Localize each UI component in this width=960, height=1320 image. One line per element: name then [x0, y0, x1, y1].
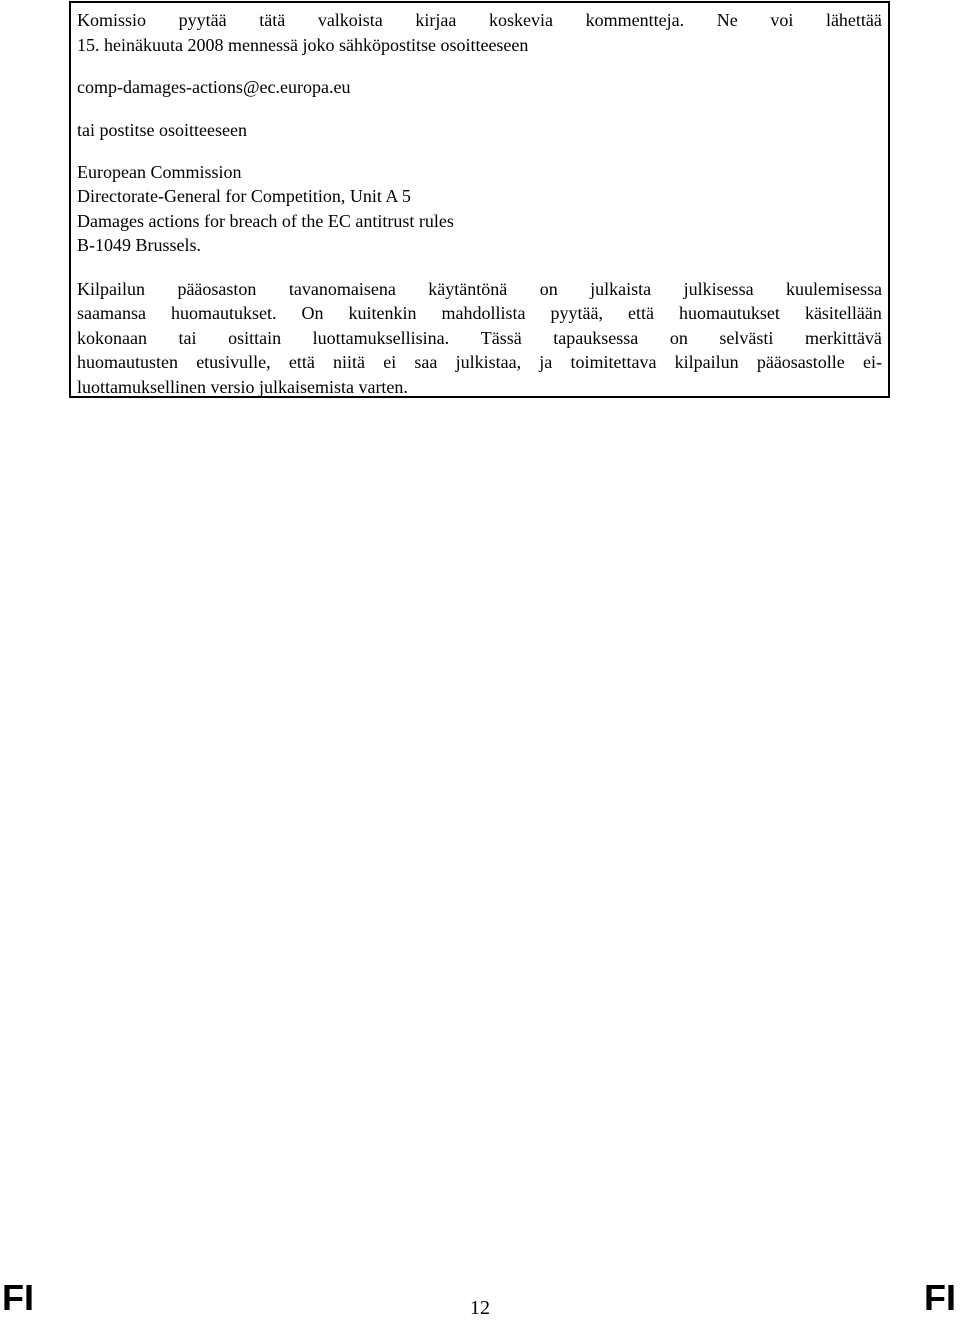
- policy-word: tapauksessa: [553, 328, 639, 348]
- address-line: Directorate-General for Competition, Unit A 5: [77, 186, 411, 206]
- address-line: European Commission: [77, 162, 242, 182]
- footer-language-code-right: FI: [924, 1277, 956, 1318]
- policy-word: että: [627, 303, 654, 323]
- policy-word: luottamuksellisina.: [312, 328, 450, 348]
- policy-word: julkistaa,: [455, 352, 522, 372]
- policy-word: saamansa: [77, 303, 146, 323]
- postal-intro: tai postitse osoitteeseen: [77, 120, 247, 140]
- policy-line-3: [77, 326, 882, 350]
- policy-word: tavanomaisena: [288, 279, 396, 299]
- policy-word: toimitettava: [570, 352, 657, 372]
- intro-word: tätä: [259, 10, 286, 30]
- intro-word: kommentteja.: [585, 10, 685, 30]
- policy-word: julkisessa: [683, 279, 754, 299]
- intro-line-1: [77, 8, 882, 32]
- intro-word: Komissio: [77, 10, 147, 30]
- policy-word: huomautusten: [77, 352, 178, 372]
- comment-notice-box: [69, 1, 890, 398]
- intro-word: Ne: [716, 10, 738, 30]
- page-number: 12: [470, 1297, 490, 1319]
- policy-word: on: [669, 328, 688, 348]
- policy-word: että: [288, 352, 315, 372]
- policy-word: ei: [383, 352, 397, 372]
- policy-word: saa: [414, 352, 438, 372]
- policy-word: On: [301, 303, 324, 323]
- policy-word: mahdollista: [441, 303, 526, 323]
- policy-word: ei-: [863, 352, 882, 372]
- intro-word: pyytää: [178, 10, 227, 30]
- intro-word: valkoista: [317, 10, 383, 30]
- policy-word: selvästi: [719, 328, 774, 348]
- footer-language-code-left: FI: [2, 1277, 34, 1318]
- email-address: comp-damages-actions@ec.europa.eu: [77, 77, 351, 97]
- policy-word: on: [539, 279, 558, 299]
- policy-word: merkittävä: [804, 328, 882, 348]
- policy-word: kuulemisessa: [786, 279, 882, 299]
- policy-word: pääosastolle: [756, 352, 845, 372]
- intro-word: lähettää: [825, 10, 882, 30]
- policy-word: käytäntönä: [428, 279, 508, 299]
- policy-word: Kilpailun: [77, 279, 145, 299]
- policy-word: osittain: [228, 328, 282, 348]
- policy-line-1: [77, 277, 882, 301]
- policy-word: tai: [178, 328, 197, 348]
- policy-line-2: [77, 301, 882, 325]
- policy-word: kilpailun: [674, 352, 739, 372]
- policy-word: Tässä: [480, 328, 522, 348]
- intro-word: kirjaa: [415, 10, 457, 30]
- intro-line-2: 15. heinäkuuta 2008 mennessä joko sähköpostitse osoitteeseen: [77, 35, 529, 55]
- policy-word: kokonaan: [77, 328, 147, 348]
- policy-word: huomautukset.: [170, 303, 277, 323]
- policy-line-5: luottamuksellinen versio julkaisemista varten.: [77, 377, 408, 397]
- policy-word: pääosaston: [177, 279, 257, 299]
- policy-word: kuitenkin: [348, 303, 417, 323]
- policy-line-4: [77, 350, 882, 374]
- policy-word: käsitellään: [804, 303, 882, 323]
- intro-word: koskevia: [489, 10, 553, 30]
- policy-word: julkaista: [590, 279, 652, 299]
- intro-word: voi: [770, 10, 794, 30]
- address-line: Damages actions for breach of the EC antitrust rules: [77, 211, 454, 231]
- policy-word: etusivulle,: [196, 352, 271, 372]
- policy-word: ja: [539, 352, 553, 372]
- policy-word: huomautukset: [678, 303, 780, 323]
- policy-word: pyytää,: [550, 303, 603, 323]
- policy-word: niitä: [333, 352, 366, 372]
- address-line: B-1049 Brussels.: [77, 235, 202, 255]
